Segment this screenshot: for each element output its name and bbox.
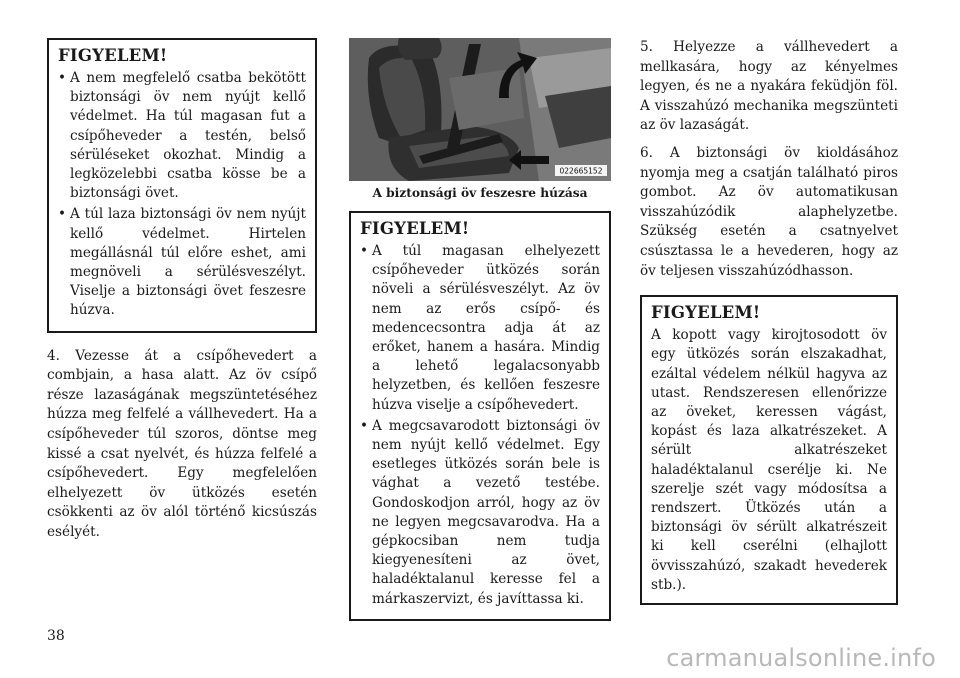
warning-title: FIGYELEM! bbox=[651, 303, 761, 323]
warning-list bbox=[58, 69, 306, 321]
warning-title: FIGYELEM! bbox=[58, 46, 168, 65]
figure-code: 022665152 bbox=[559, 166, 603, 176]
watermark: carmanualsonline.info bbox=[666, 644, 936, 672]
page-number: 38 bbox=[47, 628, 65, 644]
instruction-step-4: 4. Vezesse át a csípőhevedert a combjain, a hasa alatt. Az öv csípő része lazaságának megszüntetéséhez húzza meg felfelé a vállhevedert. Ha a csípőheveder túl szoros, döntse meg kissé a csat nyelvét, és húzza felfelé a csípőhevedert. Egy megfelelően elhelyezett öv ütközés esetén csökkenti az öv alól történő kicsúszás esélyét. bbox=[47, 347, 317, 540]
warning-item: • A megcsavarodott biztonsági öv nem nyújt kellő védelmet. Egy esetleges ütközés során bele is vághat a vezető testébe. Gondoskodjon arról, hogy az öv ne legyen megcsavarodva. Ha a gépkocsiban nem tudja kiegyenesíteni az övet, haladéktalanul keresse fel a márkaszervizt, és javíttassa ki. bbox=[360, 417, 600, 609]
instruction-step-5: 5. Helyezze a vállhevedert a mellkasára, hogy az kényelmes legyen, és ne a nyakára feküdjön föl. A visszahúzó mechanika megszünteti az öv lazaságát. bbox=[640, 39, 898, 134]
warning-title: FIGYELEM! bbox=[360, 219, 470, 238]
warning-box bbox=[640, 295, 898, 605]
warning-text: A kopott vagy kirojtosodott öv egy ütközés során elszakadhat, ezáltal védelem nélkül hagyva az utast. Rendszeresen ellenőrizze az öveket, keressen vágást, kopást és laza alkatrészeket. A sérült alkatrészeket haladéktalanul cserélje ki. Ne szerelje szét vagy módosítsa a rendszert. Ütközés után a biztonsági öv sérült alkatrészeit ki kell cserélni (elhajlott övvisszahúzó, szakadt hevederek stb.). bbox=[651, 327, 887, 593]
warning-box bbox=[47, 38, 317, 333]
instruction-step-6: 6. A biztonsági öv kioldásához nyomja meg a csatján található piros gombot. Az öv automatikusan visszahúzódik alaphelyzetbe. Szükség esetén a csatnyelvet csúsztassa le a hevederen, hogy az öv teljesen visszahúzódhasson. bbox=[640, 144, 898, 279]
column-left bbox=[47, 38, 317, 551]
column-middle bbox=[349, 38, 611, 621]
column-right bbox=[640, 38, 898, 605]
warning-item: • A nem megfelelő csatba bekötött biztonsági öv nem nyújt kellő védelmet. Ha túl magasan fut a csípőheveder a testén, belső sérüléseket okozhat. Mindig a legközelebbi csatba kösse be a biztonsági övet. bbox=[58, 69, 306, 203]
warning-list bbox=[360, 242, 600, 609]
warning-box bbox=[349, 211, 611, 621]
warning-item: • A túl laza biztonsági öv nem nyújt kellő védelmet. Hirtelen megállásnál túl előre eshet, ami megnöveli a sérülésveszélyt. Viselje a biztonsági övet feszesre húzva. bbox=[58, 205, 306, 320]
seatbelt-illustration bbox=[349, 38, 611, 181]
figure-caption: A biztonsági öv feszesre húzása bbox=[372, 186, 588, 200]
warning-item: • A túl magasan elhelyezett csípőheveder ütközés során növeli a sérülésveszélyt. Az öv nem az erős csípő- és medencecsontra adja át az erőket, hanem a hasára. Mindig a lehető legalacsonyabb helyzetben, és kellően feszesre húzva viselje a csípőhevedert. bbox=[360, 242, 600, 415]
